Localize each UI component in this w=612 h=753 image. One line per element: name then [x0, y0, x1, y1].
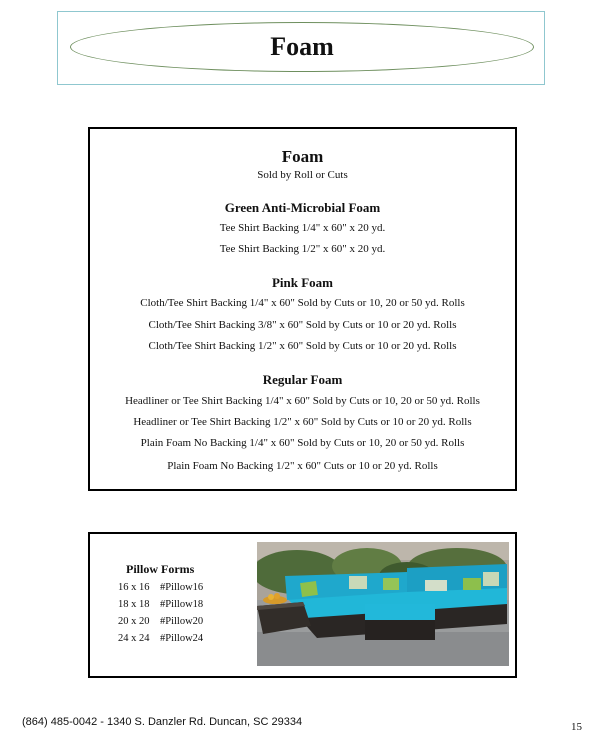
pillow-forms-box — [88, 532, 517, 678]
foam-item: Headliner or Tee Shirt Backing 1/2" x 60" Sold by Cuts or 10 or 20 yd. Rolls — [133, 416, 472, 428]
pillow-size: 16 x 16 — [118, 582, 150, 593]
pillow-item — [118, 633, 203, 644]
pillow-code: #Pillow20 — [160, 616, 204, 627]
section-title-pink-foam: Pink Foam — [271, 275, 334, 290]
foam-title: Foam — [281, 147, 324, 166]
foam-item: Plain Foam No Backing 1/4" x 60" Sold by Cuts or 10, 20 or 50 yd. Rolls — [140, 437, 465, 449]
pillow-item — [118, 616, 203, 627]
foam-item: Tee Shirt Backing 1/2" x 60" x 20 yd. — [219, 243, 386, 255]
header-banner — [70, 22, 534, 72]
pillow-item — [118, 599, 203, 610]
patio-furniture-photo — [257, 542, 509, 666]
pillow-code: #Pillow16 — [160, 582, 204, 593]
pillow-size: 20 x 20 — [118, 616, 150, 627]
pillow-size: 24 x 24 — [118, 633, 150, 644]
pillow-size: 18 x 18 — [118, 599, 150, 610]
section-title-green-foam: Green Anti-Microbial Foam — [224, 200, 381, 215]
page-number: 15 — [571, 721, 582, 733]
pillow-forms-title: Pillow Forms — [126, 562, 195, 576]
foam-item: Cloth/Tee Shirt Backing 3/8" x 60" Sold by Cuts or 10 or 20 yd. Rolls — [148, 319, 457, 331]
pillow-code: #Pillow24 — [160, 633, 204, 644]
foam-item: Cloth/Tee Shirt Backing 1/2" x 60" Sold by Cuts or 10 or 20 yd. Rolls — [148, 340, 457, 352]
pillow-item — [118, 582, 203, 593]
footer-contact: (864) 485-0042 - 1340 S. Danzler Rd. Duncan, SC 29334 — [22, 716, 303, 728]
foam-item: Headliner or Tee Shirt Backing 1/4" x 60" Sold by Cuts or 10, 20 or 50 yd. Rolls — [125, 395, 480, 407]
foam-item: Cloth/Tee Shirt Backing 1/4" x 60" Sold by Cuts or 10, 20 or 50 yd. Rolls — [140, 297, 465, 309]
foam-item: Plain Foam No Backing 1/2" x 60" Cuts or 10 or 20 yd. Rolls — [167, 460, 438, 472]
foam-product-box — [88, 127, 517, 491]
foam-item: Tee Shirt Backing 1/4" x 60" x 20 yd. — [219, 222, 386, 234]
section-title-regular-foam: Regular Foam — [262, 372, 343, 387]
pillow-code: #Pillow18 — [160, 599, 204, 610]
foam-subtitle: Sold by Roll or Cuts — [257, 169, 348, 181]
page-title: Foam — [270, 32, 334, 61]
